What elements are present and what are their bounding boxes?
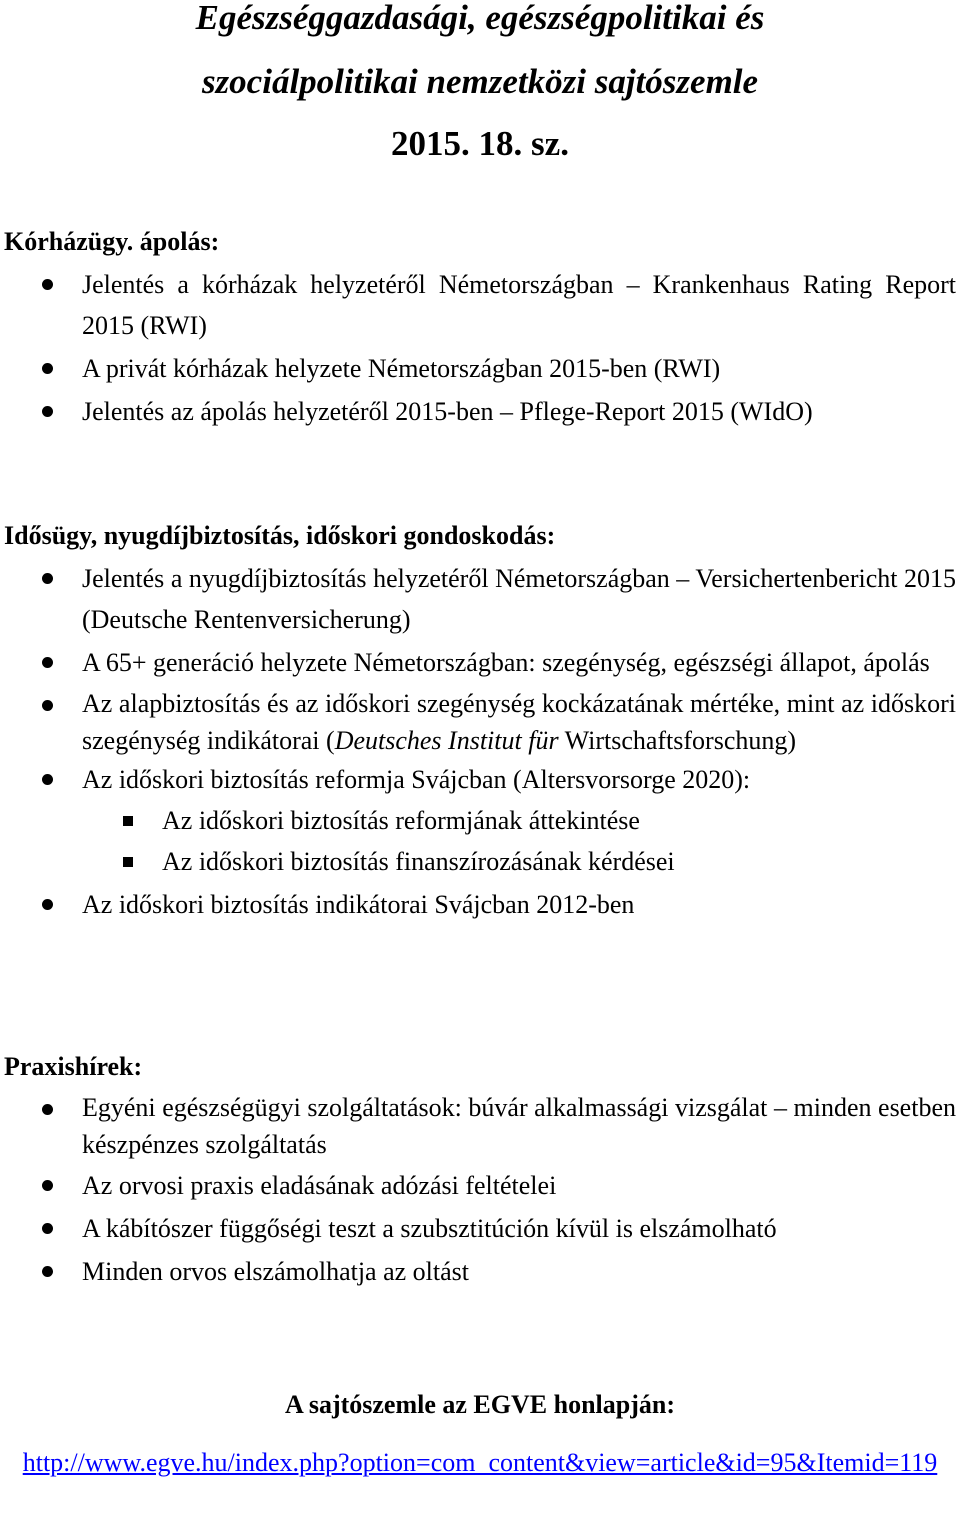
bullet-icon [42,774,53,785]
bullet-icon [42,899,53,910]
bullet-icon [42,1180,53,1191]
bullet-icon [42,406,53,417]
bullet-icon [42,700,53,711]
list-item [0,642,960,683]
list-item [0,1251,960,1292]
list-item-text: Az időskori biztosítás indikátorai Svájcban 2012-ben [82,890,635,919]
list-item [0,391,960,432]
document-header [0,0,960,164]
list-item [0,264,960,346]
list-item [0,1165,960,1206]
title-line-2: szociálpolitikai nemzetközi sajtószemle [201,62,759,101]
bullet-icon [42,1104,53,1115]
list-item [0,884,960,925]
section-elderly-pension [0,516,960,925]
issue-number: 2015. 18. sz. [391,124,569,163]
list-item [0,1089,960,1163]
bullet-icon [42,279,53,290]
item-list [0,558,960,925]
footer-heading: A sajtószemle az EGVE honlapján: [285,1390,675,1419]
list-item-text: Jelentés a nyugdíjbiztosítás helyzetéről Németországban – Versichertenbericht 2015 (Deutsche Rentenversicherung) [82,564,956,634]
list-item [0,1208,960,1249]
list-item-text: Az orvosi praxis eladásának adózási feltételei [82,1171,557,1200]
sub-list-item-text: Az időskori biztosítás finanszírozásának kérdései [162,847,675,876]
institute-name: Deutsches Institut für [334,726,559,755]
list-item-text [82,685,956,759]
sub-list-item-text: Az időskori biztosítás reformjának áttekintése [162,806,640,835]
list-item-text: Jelentés a kórházak helyzetéről Németországban – Krankenhaus Rating Report 2015 (RWI) [82,270,956,340]
sub-list-item [80,841,956,882]
list-item-text-end: Wirtschaftsforschung) [564,726,797,755]
list-item-text: A kábítószer függőségi teszt a szubsztitúción kívül is elszámolható [82,1214,777,1243]
section-heading: Praxishírek: [4,1052,143,1081]
website-link[interactable]: http://www.egve.hu/index.php?option=com_content&view=article&id=95&Itemid=119 [22,1448,938,1477]
title-line-1: Egészséggazdasági, egészségpolitikai és [195,0,765,37]
list-item [0,685,960,759]
list-item [0,759,960,882]
item-list [0,264,960,432]
section-heading: Idősügy, nyugdíjbiztosítás, időskori gondoskodás: [4,521,556,550]
list-item-text: Az időskori biztosítás reformja Svájcban (Altersvorsorge 2020): [82,765,751,794]
section-practice-news [0,1047,960,1292]
sub-item-list [80,800,956,882]
bullet-icon [42,573,53,584]
list-item [0,348,960,389]
list-item-text: Jelentés az ápolás helyzetéről 2015-ben – Pflege-Report 2015 (WIdO) [82,397,813,426]
sub-list-item [80,800,956,841]
bullet-icon [42,1223,53,1234]
list-item-text: A 65+ generáció helyzete Németországban: szegénység, egészségi állapot, ápolás [82,648,930,677]
bullet-icon [42,363,53,374]
list-item [0,558,960,640]
bullet-icon [42,657,53,668]
bullet-icon [42,1266,53,1277]
square-bullet-icon [123,816,133,826]
list-item-text: Minden orvos elszámolhatja az oltást [82,1257,470,1286]
list-item-text: A privát kórházak helyzete Németországban 2015-ben (RWI) [82,354,721,383]
square-bullet-icon [123,857,133,867]
list-item-text-part: Az alapbiztosítás és az időskori szegénység kockázatának mértéke, mint az időskori szegénység indikátorai ( [82,689,956,755]
section-heading: Kórházügy. ápolás: [4,227,220,256]
section-hospital-care [0,222,960,432]
list-item-text: Egyéni egészségügyi szolgáltatások: búvár alkalmassági vizsgálat – minden esetben készpénzes szolgáltatás [82,1093,956,1159]
item-list [0,1089,960,1292]
